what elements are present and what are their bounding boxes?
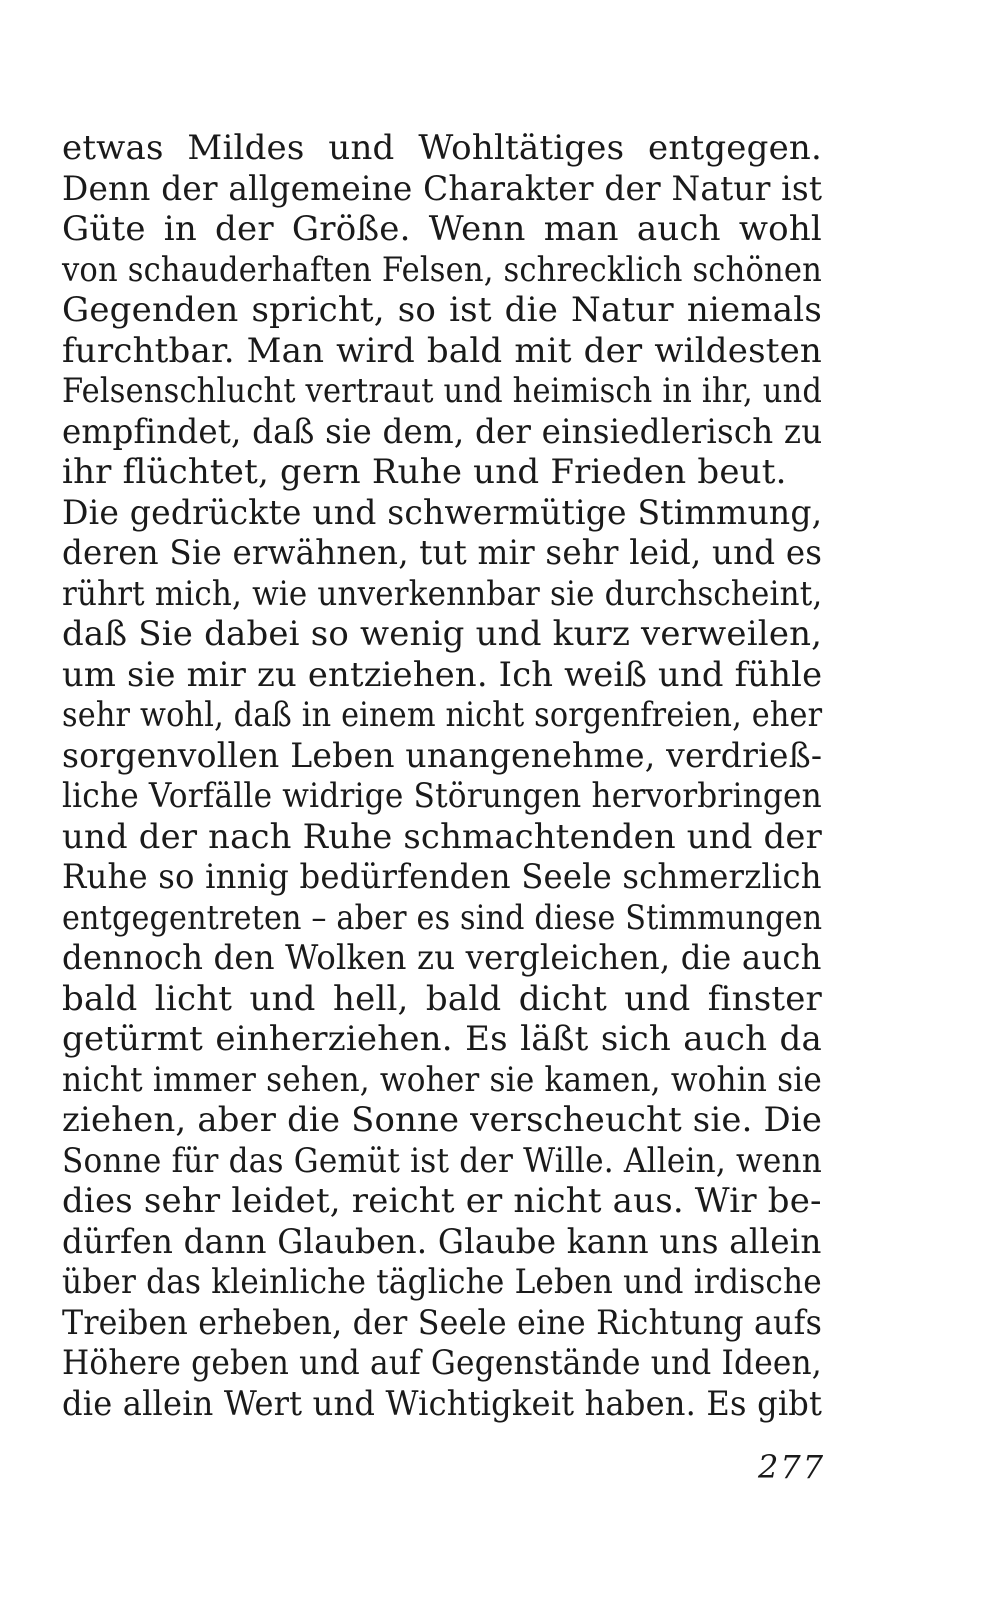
text-line: Ruhe so innig bedürfenden Seele schmerzlich	[62, 857, 822, 897]
text-line: rührt mich, wie unverkennbar sie durchscheint,	[62, 573, 823, 614]
text-line: bald licht und hell, bald dicht und finster	[62, 978, 822, 1019]
text-line: um sie mir zu entziehen. Ich weiß und fühle	[62, 654, 823, 695]
text-line: über das kleinliche tägliche Leben und irdische	[62, 1262, 822, 1302]
text-line: Felsenschlucht vertraut und heimisch in ihr, und	[62, 371, 823, 411]
text-line: Sonne für das Gemüt ist der Wille. Allein, wenn	[62, 1140, 822, 1181]
text-line: etwas Mildes und Wohltätiges entgegen.	[62, 128, 822, 168]
text-line: Die gedrückte und schwermütige Stimmung,	[62, 492, 823, 533]
text-line: dennoch den Wolken zu vergleichen, die auch	[62, 938, 822, 978]
text-line: entgegentreten – aber es sind diese Stimmungen	[62, 897, 823, 938]
text-line: sorgenvollen Leben unangenehme, verdrieß-	[62, 735, 823, 776]
text-block	[62, 128, 822, 1424]
text-line: die allein Wert und Wichtigkeit haben. Es gibt	[62, 1383, 823, 1424]
text-line: ihr flüchtet, gern Ruhe und Frieden beut.	[62, 452, 787, 492]
text-line: liche Vorfälle widrige Störungen hervorbringen	[62, 776, 822, 816]
text-line: Höhere geben und auf Gegenstände und Ideen,	[62, 1343, 822, 1383]
text-line: ziehen, aber die Sonne verscheucht sie. Die	[62, 1100, 823, 1140]
text-line: Denn der allgemeine Charakter der Natur ist	[62, 168, 823, 209]
text-line: empfindet, daß sie dem, der einsiedlerisch zu	[62, 411, 823, 452]
text-line: Treiben erheben, der Seele eine Richtung aufs	[62, 1302, 823, 1343]
text-line: und der nach Ruhe schmachtenden und der	[62, 816, 822, 857]
text-line: von schauderhaften Felsen, schrecklich schönen	[62, 249, 822, 290]
text-line: Güte in der Größe. Wenn man auch wohl	[62, 209, 822, 249]
text-line: deren Sie erwähnen, tut mir sehr leid, und es	[62, 533, 823, 573]
text-line: daß Sie dabei so wenig und kurz verweilen,	[62, 614, 823, 654]
text-line: furchtbar. Man wird bald mit der wildesten	[62, 330, 822, 371]
text-line: nicht immer sehen, woher sie kamen, wohin sie	[62, 1059, 823, 1100]
text-line: dies sehr leidet, reicht er nicht aus. Wir be-	[62, 1181, 822, 1221]
text-line: Gegenden spricht, so ist die Natur niemals	[62, 290, 822, 330]
text-line: sehr wohl, daß in einem nicht sorgenfreien, eher	[62, 695, 823, 735]
text-line: dürfen dann Glauben. Glaube kann uns allein	[62, 1221, 822, 1262]
text-line: getürmt einherziehen. Es läßt sich auch da	[62, 1019, 822, 1059]
page-number: 277	[758, 1448, 826, 1486]
